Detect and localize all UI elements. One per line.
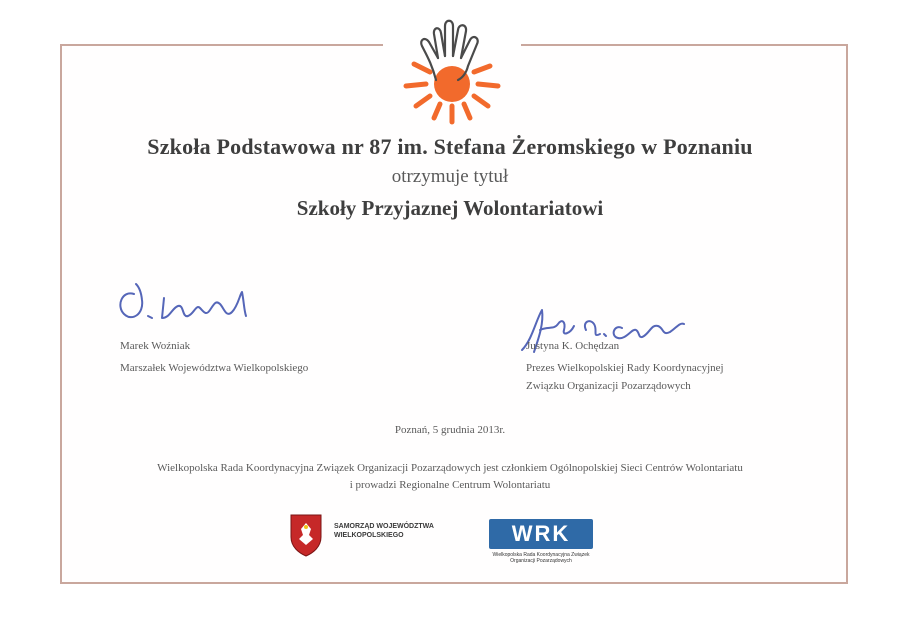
right-signatory-role-line1: Prezes Wielkopolskiej Rady Koordynacyjnej <box>526 362 724 374</box>
wrk-logo: WRK <box>489 519 593 549</box>
footer-line-2: i prowadzi Regionalne Centrum Wolontariatu <box>349 479 551 491</box>
left-signatory-name: Marek Woźniak <box>120 340 191 352</box>
receives-text: otrzymuje tytuł <box>391 166 509 187</box>
wrk-logo-subtext: Wielkopolska Rada Koordynacyjna Związek Organizacji Pozarządowych <box>492 552 590 564</box>
right-signatory-role-line2: Związku Organizacji Pozarządowych <box>526 380 691 392</box>
award-title: Szkoły Przyjaznej Wolontariatowi <box>296 196 604 220</box>
footer-line-1: Wielkopolska Rada Koordynacyjna Związek Organizacji Pozarządowych jest członkiem Ogólnopolskiej Sieci Centrów Wolontariatu <box>157 462 743 474</box>
right-signatory-name: Justyna K. Ochędzan <box>526 340 620 352</box>
voivodeship-crest-icon <box>289 513 323 557</box>
hand-sun-logo <box>388 14 516 126</box>
date-line: Poznań, 5 grudnia 2013r. <box>394 424 506 436</box>
left-signatory-role: Marszałek Województwa Wielkopolskiego <box>120 362 309 374</box>
school-name: Szkoła Podstawowa nr 87 im. Stefana Żeromskiego w Poznaniu <box>147 134 753 159</box>
left-signature <box>112 278 262 334</box>
crest-logo-text: SAMORZĄD WOJEWÓDZTWA WIELKOPOLSKIEGO <box>334 523 434 539</box>
